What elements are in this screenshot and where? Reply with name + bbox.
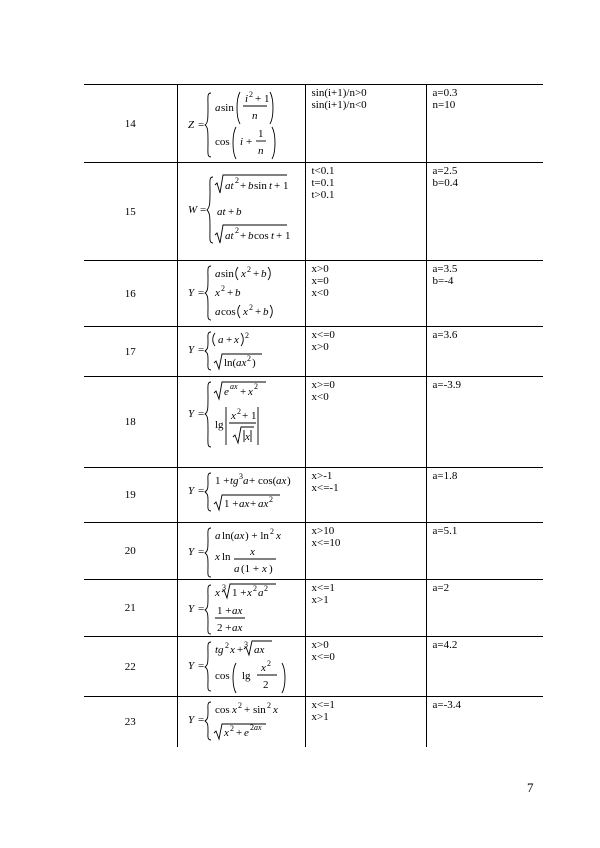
svg-text:i: i (239, 136, 243, 148)
conditions-cell (305, 580, 426, 637)
svg-text:tg: tg (229, 475, 239, 487)
condition-text: x=0 (311, 275, 329, 287)
formula-18 (184, 379, 302, 453)
svg-text:Z: Z (187, 119, 194, 131)
svg-text:Y: Y (187, 287, 194, 299)
params-cell (426, 637, 543, 697)
svg-text:+ cos(: + cos( (248, 475, 276, 487)
params-cell (426, 523, 543, 580)
svg-text:a: a (257, 587, 263, 599)
table-row (84, 261, 543, 327)
formula-20 (184, 525, 302, 579)
svg-text:2: 2 (268, 495, 273, 504)
formula-cell (177, 377, 305, 468)
param-text: a=3.6 (432, 329, 458, 341)
formula-cell (177, 580, 305, 637)
condition-text: x<0 (311, 287, 329, 299)
condition-text: x>0 (311, 639, 329, 651)
row-number: 22 (84, 637, 177, 697)
svg-text:a: a (217, 334, 223, 346)
svg-text:at: at (224, 180, 234, 192)
svg-text:a: a (233, 563, 239, 575)
svg-text:n: n (257, 145, 263, 157)
page-number: 7 (527, 780, 534, 795)
svg-text:cos: cos (220, 306, 236, 318)
svg-text:Y: Y (187, 714, 194, 726)
svg-text:b: b (235, 206, 241, 218)
svg-text:): ) (286, 475, 291, 487)
svg-text:sin: sin (220, 102, 234, 114)
svg-text:x: x (260, 662, 266, 674)
svg-text:ln(: ln( (221, 530, 234, 542)
condition-text: x>0 (311, 341, 329, 353)
svg-text:1 +: 1 + (223, 498, 238, 510)
svg-text:ax: ax (238, 498, 249, 510)
condition-text: x<=1 (311, 582, 335, 594)
param-text: a=4.2 (432, 639, 458, 651)
svg-text:b: b (260, 268, 266, 280)
svg-text:+: + (227, 206, 234, 218)
conditions-cell (305, 163, 426, 261)
svg-text:2: 2 (237, 701, 242, 710)
svg-text:+ sin: + sin (243, 704, 266, 716)
formula-cell (177, 523, 305, 580)
svg-text:1: 1 (257, 128, 263, 140)
row-number: 20 (84, 523, 177, 580)
svg-text:x: x (247, 386, 253, 398)
params-cell (426, 261, 543, 327)
svg-text:x: x (261, 563, 267, 575)
row-number: 14 (84, 85, 177, 163)
svg-text:cos: cos (253, 230, 269, 242)
svg-text:2: 2 (220, 284, 225, 293)
svg-text:ln(: ln( (223, 357, 236, 369)
svg-text:x: x (214, 587, 220, 599)
svg-text:cos: cos (214, 136, 230, 148)
formula-cell (177, 468, 305, 523)
svg-text:x: x (231, 704, 237, 716)
svg-text:): ) (268, 563, 273, 575)
table-row (84, 523, 543, 580)
svg-text:+: + (236, 644, 243, 656)
svg-text:+: + (252, 268, 259, 280)
params-cell (426, 580, 543, 637)
svg-text:sin: sin (220, 268, 234, 280)
params-cell (426, 327, 543, 377)
svg-text:x: x (246, 587, 252, 599)
svg-text:2: 2 (248, 303, 253, 312)
condition-text: sin(i+1)/n>0 (311, 87, 367, 99)
param-text: a=2 (432, 582, 450, 594)
svg-text:b: b (247, 230, 253, 242)
svg-text:b: b (234, 287, 240, 299)
svg-text:cos: cos (214, 670, 230, 682)
svg-text:=: = (197, 603, 204, 615)
param-text: n=10 (432, 99, 456, 111)
svg-text:x: x (272, 704, 278, 716)
svg-text:): ) (251, 357, 256, 369)
svg-text:lg: lg (241, 670, 251, 682)
svg-text:2: 2 (248, 90, 253, 99)
row-number: 16 (84, 261, 177, 327)
svg-text:x: x (233, 334, 239, 346)
svg-text:2: 2 (269, 527, 274, 536)
svg-text:=: = (197, 344, 204, 356)
param-text: a=0.3 (432, 87, 458, 99)
svg-text:ln: ln (221, 551, 231, 563)
svg-text:i: i (244, 93, 248, 105)
condition-text: x<=0 (311, 329, 335, 341)
svg-text:=: = (197, 546, 204, 558)
condition-text: x>10 (311, 525, 335, 537)
formula-cell (177, 327, 305, 377)
svg-text:2: 2 (252, 584, 257, 593)
svg-text:cos: cos (214, 704, 230, 716)
svg-text:ax: ax (235, 357, 246, 369)
svg-text:2: 2 (229, 724, 234, 733)
condition-text: t>0.1 (311, 189, 335, 201)
svg-text:2: 2 (234, 176, 239, 185)
svg-text:ax: ax (275, 475, 286, 487)
svg-text:(1 +: (1 + (240, 563, 259, 575)
svg-text:=: = (197, 660, 204, 672)
svg-text:x: x (214, 551, 220, 563)
condition-text: sin(i+1)/n<0 (311, 99, 367, 111)
condition-text: t<0.1 (311, 165, 335, 177)
conditions-cell (305, 327, 426, 377)
table-row (84, 637, 543, 697)
svg-text:lg: lg (214, 419, 224, 431)
param-text: a=3.5 (432, 263, 458, 275)
svg-text:n: n (251, 110, 257, 122)
param-text: b=0.4 (432, 177, 458, 189)
svg-text:x: x (223, 727, 229, 739)
params-cell (426, 377, 543, 468)
svg-text:+: + (239, 230, 246, 242)
svg-text:+: + (239, 386, 246, 398)
svg-text:3: 3 (243, 640, 248, 649)
svg-text:Y: Y (187, 344, 194, 356)
condition-text: x>=0 (311, 379, 335, 391)
formula-16 (184, 263, 302, 323)
condition-text: x>-1 (311, 470, 333, 482)
svg-text:x: x (240, 268, 246, 280)
conditions-cell (305, 468, 426, 523)
svg-text:1 +: 1 + (214, 475, 229, 487)
conditions-cell (305, 377, 426, 468)
condition-text: x>1 (311, 711, 329, 723)
row-number: 23 (84, 697, 177, 747)
table-row (84, 327, 543, 377)
formula-22 (184, 639, 302, 695)
svg-text:a: a (214, 268, 220, 280)
formula-14 (184, 87, 302, 161)
svg-text:ax: ax (233, 530, 244, 542)
condition-text: x<=1 (311, 699, 335, 711)
svg-text:1 +: 1 + (231, 587, 246, 599)
svg-text:2: 2 (253, 382, 258, 391)
svg-text:at: at (224, 230, 234, 242)
svg-text:=: = (197, 485, 204, 497)
svg-text:2: 2 (246, 354, 251, 363)
svg-text:2: 2 (234, 226, 239, 235)
svg-text:b: b (247, 180, 253, 192)
params-cell (426, 468, 543, 523)
row-number: 18 (84, 377, 177, 468)
params-cell (426, 697, 543, 747)
svg-text:2: 2 (263, 584, 268, 593)
row-number: 21 (84, 580, 177, 637)
svg-text:Y: Y (187, 408, 194, 420)
svg-text:ax: ax (231, 605, 242, 617)
svg-text:2: 2 (246, 265, 251, 274)
svg-text:ax: ax (253, 644, 264, 656)
svg-text:ax: ax (229, 382, 238, 391)
svg-text:e: e (243, 727, 249, 739)
formula-23 (184, 699, 302, 743)
svg-text:+ 1: + 1 (275, 230, 290, 242)
param-text: b=-4 (432, 275, 454, 287)
svg-text:+ 1: + 1 (273, 180, 288, 192)
svg-text:t: t (268, 180, 272, 192)
svg-text:3: 3 (221, 583, 226, 592)
param-text: a=5.1 (432, 525, 458, 537)
svg-text:Y: Y (187, 660, 194, 672)
formula-15 (184, 171, 302, 251)
svg-text:=: = (199, 204, 206, 216)
svg-text:2: 2 (266, 659, 271, 668)
svg-text:ax: ax (253, 723, 262, 732)
svg-text:x: x (214, 287, 220, 299)
svg-text:Y: Y (187, 485, 194, 497)
conditions-cell (305, 637, 426, 697)
svg-text:+: + (239, 180, 246, 192)
table-row (84, 163, 543, 261)
svg-text:2: 2 (249, 723, 254, 732)
svg-text:2: 2 (224, 641, 229, 650)
param-text: a=-3.9 (432, 379, 461, 391)
svg-text:x: x (275, 530, 281, 542)
svg-text:2: 2 (244, 331, 249, 340)
svg-text:t: t (270, 230, 274, 242)
svg-text:a: a (214, 306, 220, 318)
svg-text:ax: ax (231, 622, 242, 634)
params-cell (426, 163, 543, 261)
svg-text:+ 1: + 1 (241, 410, 256, 422)
svg-text:=: = (197, 408, 204, 420)
formula-19 (184, 470, 302, 514)
condition-text: x>0 (311, 263, 329, 275)
svg-text:+: + (235, 727, 242, 739)
svg-text:+: + (245, 136, 252, 148)
table-row (84, 377, 543, 468)
svg-text:+: + (254, 306, 261, 318)
table-row (84, 697, 543, 747)
svg-text:a: a (214, 102, 220, 114)
condition-text: x<=0 (311, 651, 335, 663)
svg-text:+: + (226, 287, 233, 299)
svg-text:x: x (229, 644, 235, 656)
condition-text: x>1 (311, 594, 329, 606)
svg-text:=: = (197, 714, 204, 726)
formula-17 (184, 329, 302, 373)
svg-text:1 +: 1 + (216, 605, 231, 617)
param-text: a=-3.4 (432, 699, 461, 711)
svg-text:x: x (244, 431, 250, 443)
svg-text:2 +: 2 + (216, 622, 231, 634)
svg-text:W: W (187, 204, 197, 216)
formula-21 (184, 582, 302, 636)
svg-text:+: + (249, 498, 256, 510)
svg-text:x: x (230, 410, 236, 422)
svg-text:a: a (242, 475, 248, 487)
condition-text: t=0.1 (311, 177, 335, 189)
svg-text:Y: Y (187, 546, 194, 558)
param-text: a=1.8 (432, 470, 458, 482)
tasks-table (84, 84, 543, 747)
table-row (84, 468, 543, 523)
formula-cell (177, 261, 305, 327)
conditions-cell (305, 697, 426, 747)
formula-cell (177, 163, 305, 261)
svg-text:Y: Y (187, 603, 194, 615)
formula-cell (177, 85, 305, 163)
svg-text:x: x (249, 546, 255, 558)
svg-text:b: b (262, 306, 268, 318)
table-row (84, 85, 543, 163)
conditions-cell (305, 85, 426, 163)
formula-cell (177, 637, 305, 697)
param-text: a=2.5 (432, 165, 458, 177)
svg-text:2: 2 (262, 679, 268, 691)
params-cell (426, 85, 543, 163)
svg-text:tg: tg (214, 644, 224, 656)
conditions-cell (305, 261, 426, 327)
row-number: 17 (84, 327, 177, 377)
condition-text: x<0 (311, 391, 329, 403)
svg-text:sin: sin (253, 180, 267, 192)
condition-text: x<=-1 (311, 482, 339, 494)
svg-text:e: e (223, 386, 229, 398)
svg-text:2: 2 (266, 701, 271, 710)
formula-cell (177, 697, 305, 747)
svg-text:at: at (216, 206, 226, 218)
svg-text:=: = (197, 119, 204, 131)
svg-text:a: a (214, 530, 220, 542)
svg-text:3: 3 (238, 472, 243, 481)
condition-text: x<=10 (311, 537, 341, 549)
svg-text:+: + (225, 334, 232, 346)
table-row (84, 580, 543, 637)
svg-text:) + ln: ) + ln (244, 530, 269, 542)
svg-text:=: = (197, 287, 204, 299)
row-number: 15 (84, 163, 177, 261)
svg-text:2: 2 (236, 407, 241, 416)
svg-text:+ 1: + 1 (254, 93, 269, 105)
conditions-cell (305, 523, 426, 580)
row-number: 19 (84, 468, 177, 523)
svg-text:x: x (242, 306, 248, 318)
svg-text:ax: ax (257, 498, 268, 510)
